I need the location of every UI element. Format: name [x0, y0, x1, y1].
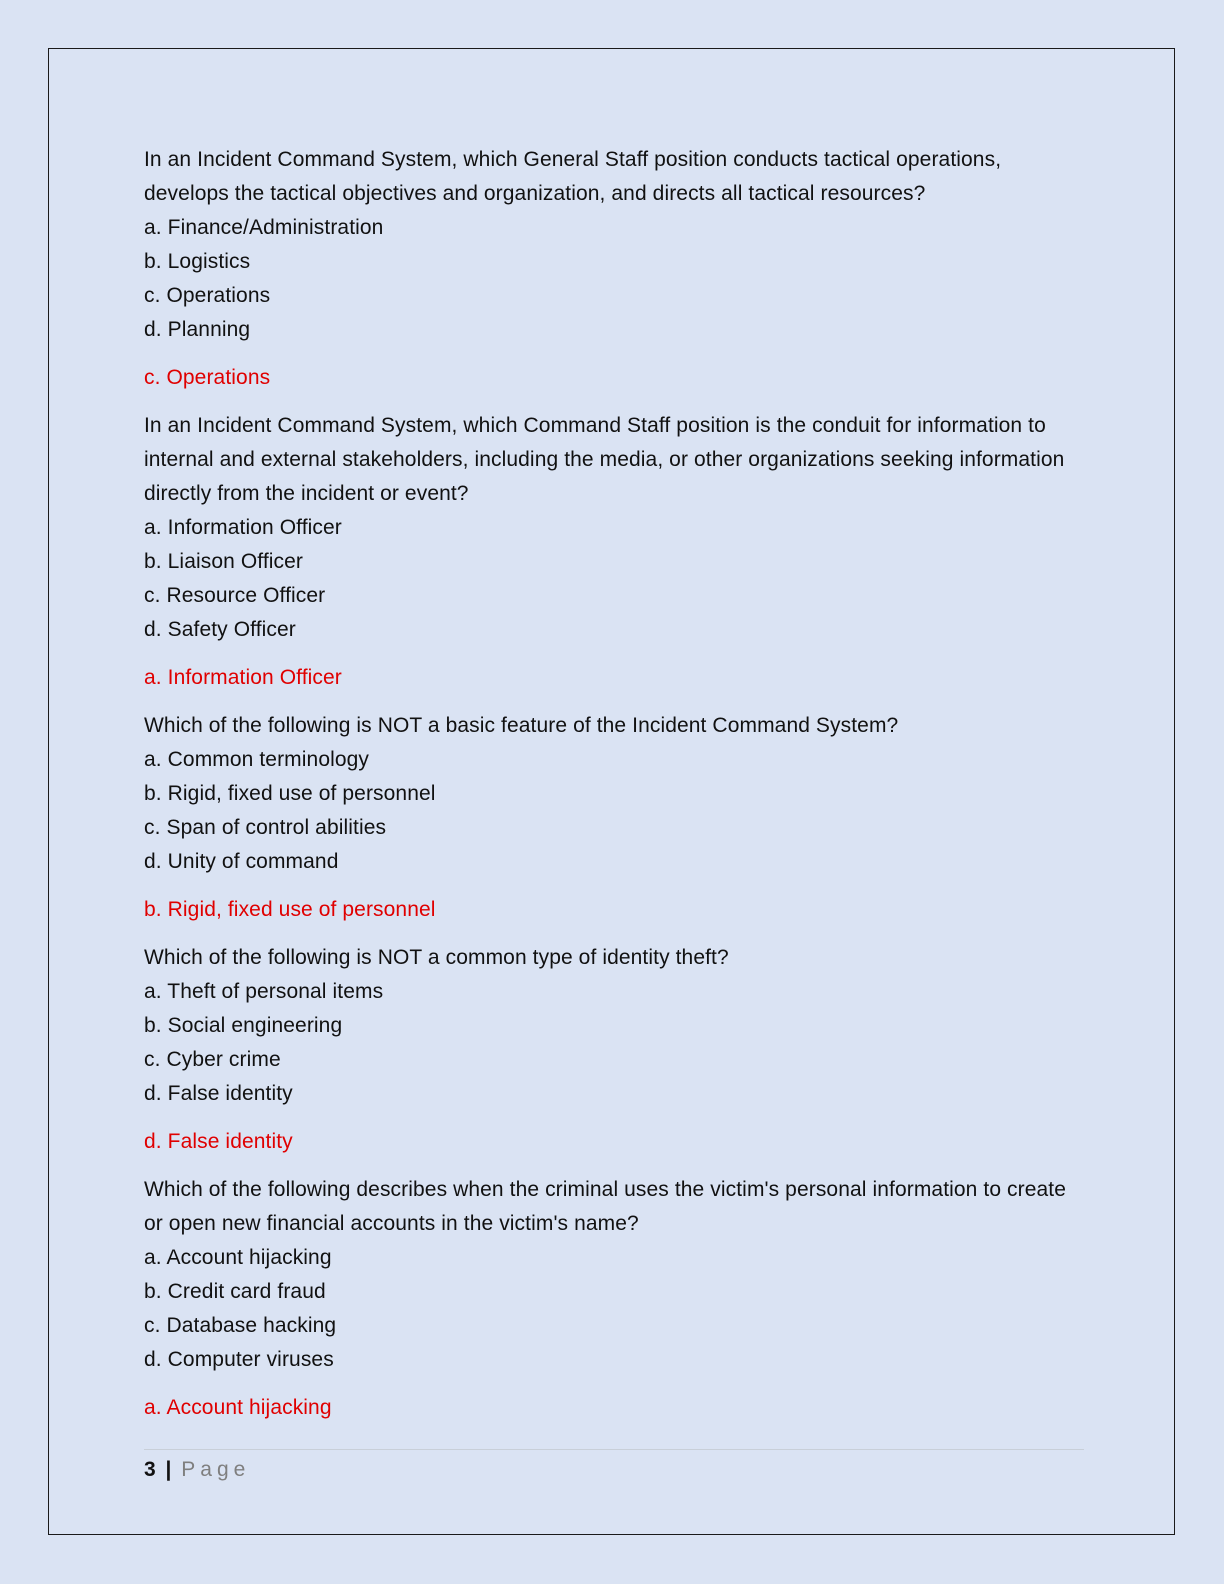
question-text: In an Incident Command System, which Command Staff position is the conduit for information to internal and external stakeholders, including the media, or other organizations seeking information directly from the incident or event?	[144, 414, 1065, 505]
question-text: Which of the following is NOT a basic feature of the Incident Command System?	[144, 714, 899, 737]
option-b: b. Social engineering	[144, 1014, 343, 1037]
question-block-4	[144, 941, 1084, 1159]
question-block-1	[144, 143, 1084, 395]
page-label: Page	[181, 1458, 251, 1481]
option-c: c. Resource Officer	[144, 584, 326, 607]
option-b: b. Liaison Officer	[144, 550, 303, 573]
option-a: a. Common terminology	[144, 748, 370, 771]
document-content	[144, 143, 1084, 1439]
footer-separator: |	[165, 1458, 172, 1481]
option-c: c. Span of control abilities	[144, 816, 387, 839]
option-d: d. Planning	[144, 318, 251, 341]
option-a: a. Account hijacking	[144, 1246, 332, 1269]
option-b: b. Rigid, fixed use of personnel	[144, 782, 436, 805]
option-c: c. Operations	[144, 284, 271, 307]
question-block-5	[144, 1173, 1084, 1425]
question-text: Which of the following describes when the criminal uses the victim's personal information to create or open new financial accounts in the victim's name?	[144, 1178, 1066, 1235]
answer-text: a. Account hijacking	[144, 1396, 332, 1419]
answer-text: d. False identity	[144, 1130, 293, 1153]
question-block-3	[144, 709, 1084, 927]
option-c: c. Database hacking	[144, 1314, 337, 1337]
question-block-2	[144, 409, 1084, 695]
answer-text: b. Rigid, fixed use of personnel	[144, 898, 436, 921]
option-d: d. False identity	[144, 1082, 293, 1105]
answer-text: a. Information Officer	[144, 666, 342, 689]
option-d: d. Computer viruses	[144, 1348, 334, 1371]
option-a: a. Information Officer	[144, 516, 342, 539]
option-a: a. Finance/Administration	[144, 216, 384, 239]
option-b: b. Logistics	[144, 250, 251, 273]
page-footer	[144, 1449, 1084, 1481]
page-number: 3	[144, 1458, 156, 1481]
option-b: b. Credit card fraud	[144, 1280, 326, 1303]
question-text: In an Incident Command System, which General Staff position conducts tactical operations, develops the tactical objectives and organization, and directs all tactical resources?	[144, 148, 1002, 205]
option-d: d. Unity of command	[144, 850, 339, 873]
option-d: d. Safety Officer	[144, 618, 296, 641]
question-text: Which of the following is NOT a common type of identity theft?	[144, 946, 729, 969]
option-a: a. Theft of personal items	[144, 980, 384, 1003]
footer-text	[144, 1456, 250, 1484]
answer-text: c. Operations	[144, 366, 271, 389]
option-c: c. Cyber crime	[144, 1048, 281, 1071]
